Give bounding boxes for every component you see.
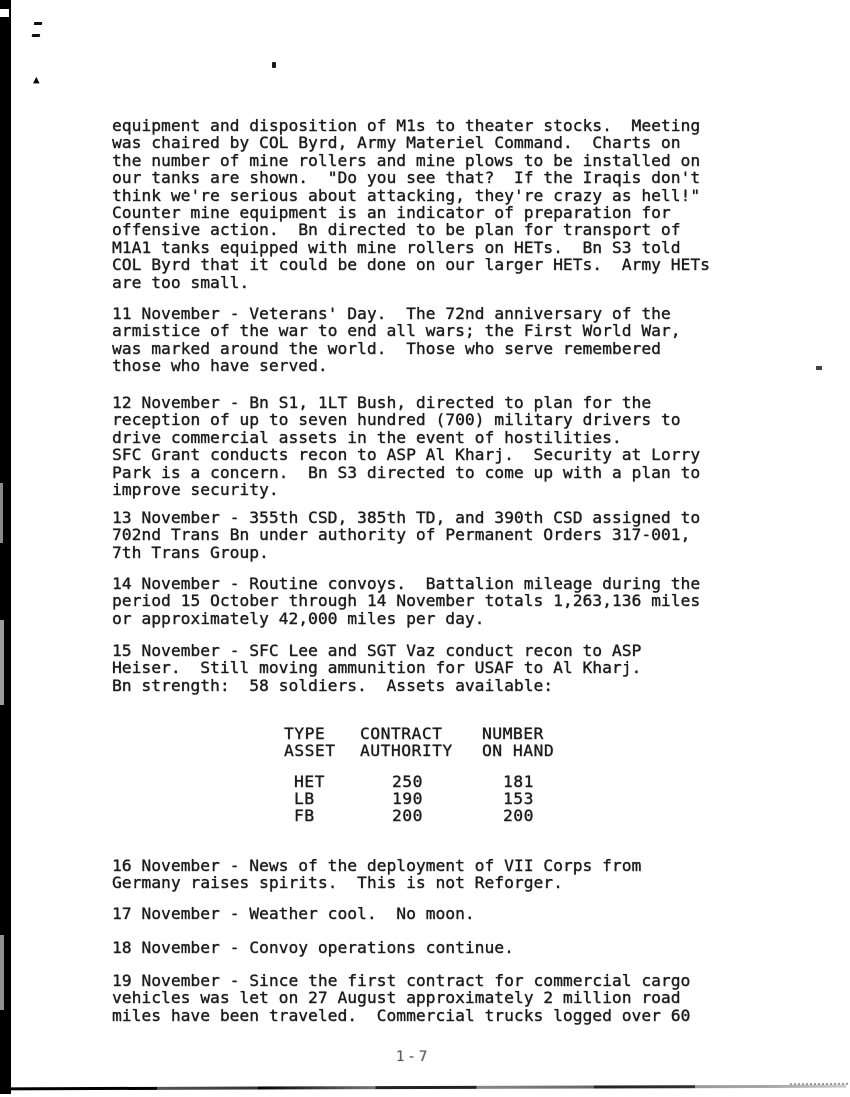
text-line: Bn strength: 58 soldiers. Assets available: [112, 675, 554, 695]
paragraph-continuation-10-november [112, 117, 710, 291]
scan-artifact-speck [272, 62, 276, 68]
paragraph-entry-11-november [112, 305, 681, 375]
table-cell-asset: LB [294, 789, 315, 808]
text-line: 14 November - Routine convoys. Battalion mileage during the [112, 574, 701, 593]
scan-bottom-line-dots [790, 1083, 848, 1085]
text-line: 15 November - SFC Lee and SGT Vaz conduct recon to ASP [112, 641, 642, 660]
scan-artifact-mark [32, 22, 43, 37]
page-number: 1-7 [396, 1049, 431, 1065]
scan-edge-bar-gray-patch [0, 620, 4, 705]
text-line: 16 November - News of the deployment of VII Corps from [112, 856, 642, 875]
table-header-on-hand: ON HAND [482, 741, 555, 760]
text-line: 12 November - Bn S1, 1LT Bush, directed to plan for the [112, 393, 652, 412]
table-cell-authority: 190 [392, 789, 423, 808]
text-line: 17 November - Weather cool. No moon. [112, 904, 475, 923]
table-header-contract: CONTRACT [360, 724, 443, 743]
paragraph-entry-16-november [112, 857, 641, 892]
scan-artifact-triangle-icon: ▲ [33, 73, 40, 86]
table-header-number: NUMBER [482, 724, 544, 743]
text-line: Germany raises spirits. This is not Reforger. [112, 873, 563, 893]
scan-artifact-speck [816, 366, 822, 370]
table-cell-on-hand: 153 [503, 789, 534, 808]
scan-edge-bar-notch [0, 9, 9, 17]
text-line: the number of mine rollers and mine plows to be installed on [112, 150, 701, 170]
text-line: 18 November - Convoy operations continue. [112, 938, 514, 957]
paragraph-entry-19-november [112, 972, 690, 1024]
table-cell-authority: 200 [392, 806, 423, 825]
text-line: was chaired by COL Byrd, Army Materiel Command. Charts on [112, 133, 681, 153]
text-line: Park is a concern. Bn S3 directed to come up with a plan to [112, 462, 701, 482]
text-line: was marked around the world. Those who serve remembered [112, 338, 661, 358]
scan-edge-bar-gray-patch [0, 935, 4, 1010]
paragraph-entry-18-november [112, 939, 514, 956]
text-line: period 15 October through 14 November totals 1,263,136 miles [112, 591, 701, 611]
text-line: improve security. [112, 480, 279, 500]
text-line: or approximately 42,000 miles per day. [112, 608, 485, 628]
paragraph-entry-13-november [112, 509, 700, 561]
scan-bottom-line [6, 1085, 846, 1091]
text-line: Heiser. Still moving ammunition for USAF to Al Kharj. [112, 658, 642, 678]
table-cell-on-hand: 200 [503, 806, 534, 825]
table-cell-asset: HET [294, 772, 325, 791]
text-line: those who have served. [112, 356, 328, 376]
text-line: vehicles was let on 27 August approximately 2 million road [112, 988, 681, 1008]
text-line: COL Byrd that it could be done on our larger HETs. Army HETs [112, 255, 710, 275]
text-line: offensive action. Bn directed to be plan for transport of [112, 220, 681, 240]
table-header-authority: AUTHORITY [360, 741, 453, 760]
text-line: 7th Trans Group. [112, 542, 269, 562]
text-line: 702nd Trans Bn under authority of Permanent Orders 317-001, [112, 525, 691, 545]
table-header-asset: ASSET [284, 741, 336, 760]
paragraph-entry-17-november [112, 905, 475, 922]
text-line: M1A1 tanks equipped with mine rollers on HETs. Bn S3 told [112, 237, 681, 257]
text-line: Counter mine equipment is an indicator of preparation for [112, 203, 671, 223]
text-line: drive commercial assets in the event of hostilities. [112, 427, 622, 447]
table-cell-asset: FB [294, 806, 315, 825]
text-line: equipment and disposition of M1s to theater stocks. Meeting [112, 116, 701, 135]
scan-edge-bar-gray-patch [0, 483, 3, 543]
paragraph-entry-15-november [112, 642, 641, 694]
text-line: armistice of the war to end all wars; the First World War, [112, 321, 681, 341]
paragraph-entry-14-november [112, 575, 700, 627]
text-line: our tanks are shown. "Do you see that? If the Iraqis don't [112, 168, 701, 188]
table-cell-on-hand: 181 [503, 772, 534, 791]
text-line: 13 November - 355th CSD, 385th TD, and 390th CSD assigned to [112, 508, 701, 527]
text-line: reception of up to seven hundred (700) military drivers to [112, 410, 681, 430]
text-line: SFC Grant conducts recon to ASP Al Kharj. Security at Lorry [112, 445, 701, 465]
text-line: 11 November - Veterans' Day. The 72nd anniversary of the [112, 304, 671, 323]
table-header-type: TYPE [284, 724, 326, 743]
scan-edge-bar [0, 0, 11, 1094]
text-line: think we're serious about attacking, they're crazy as hell!" [112, 185, 701, 205]
table-cell-authority: 250 [392, 772, 423, 791]
text-line: are too small. [112, 272, 250, 292]
paragraph-entry-12-november [112, 394, 700, 498]
text-line: 19 November - Since the first contract for commercial cargo [112, 971, 691, 990]
text-line: miles have been traveled. Commercial trucks logged over 60 [112, 1005, 691, 1025]
